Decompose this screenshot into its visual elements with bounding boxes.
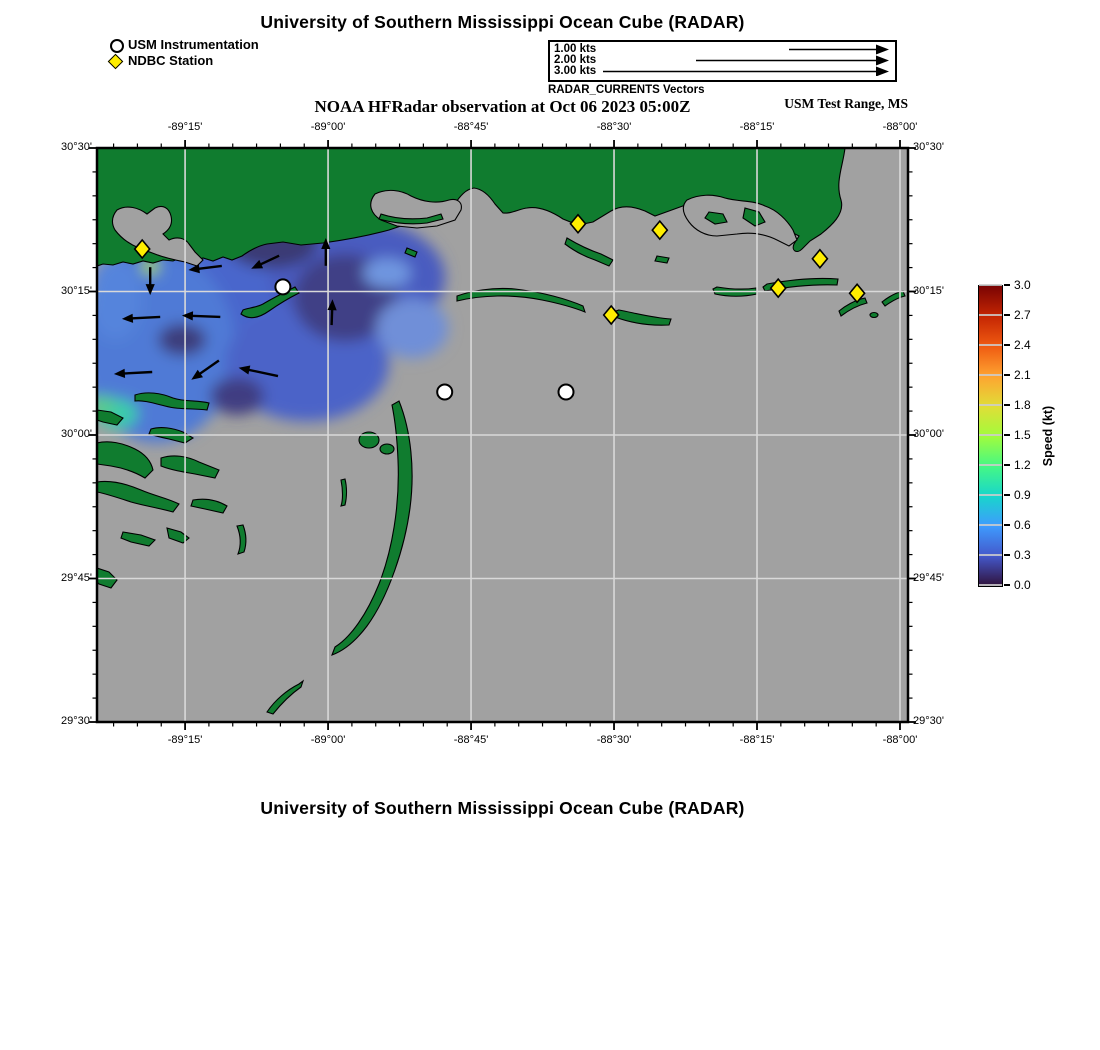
speed-field-blob bbox=[158, 324, 206, 356]
vector-key-arrows bbox=[550, 42, 891, 76]
island-east-bit bbox=[870, 313, 878, 318]
colorbar-tick-label: 1.8 bbox=[1014, 398, 1031, 412]
colorbar-tick bbox=[1004, 554, 1010, 556]
lat-tick-label-right: 29°45' bbox=[913, 571, 944, 584]
colorbar-gridline bbox=[979, 344, 1002, 346]
colorbar-gridline bbox=[979, 314, 1002, 316]
lat-tick-label-right: 29°30' bbox=[913, 715, 944, 727]
colorbar-gradient bbox=[978, 285, 1003, 587]
vector-scale-key bbox=[548, 40, 897, 82]
usm-instrument-marker bbox=[275, 279, 290, 294]
speed-field-blob bbox=[210, 377, 264, 415]
figure-title-bottom: University of Southern Mississippi Ocean Cube (RADAR) bbox=[260, 798, 745, 818]
lon-tick-label-top: -88°30' bbox=[596, 121, 632, 133]
colorbar-gridline bbox=[979, 404, 1002, 406]
colorbar-tick-label: 2.1 bbox=[1014, 368, 1031, 382]
map-canvas bbox=[87, 138, 928, 752]
colorbar-tick bbox=[1004, 314, 1010, 316]
usm-circle-icon bbox=[110, 39, 124, 53]
observation-subtitle: NOAA HFRadar observation at Oct 06 2023 05:00Z bbox=[314, 97, 691, 116]
lat-tick-label-left: 30°00' bbox=[61, 428, 92, 440]
colorbar-tick bbox=[1004, 374, 1010, 376]
colorbar-tick bbox=[1004, 284, 1010, 286]
lon-tick-label-bottom: -89°15' bbox=[167, 734, 203, 746]
colorbar-gridline bbox=[979, 494, 1002, 496]
vector-key-caption: RADAR_CURRENTS Vectors bbox=[548, 84, 705, 96]
colorbar-tick-label: 1.2 bbox=[1014, 458, 1031, 472]
colorbar-gridline bbox=[979, 524, 1002, 526]
lat-tick-label-left: 30°30' bbox=[61, 141, 92, 153]
colorbar-axis-label-text: Speed (kt) bbox=[1041, 405, 1055, 467]
colorbar-gridline bbox=[979, 374, 1002, 376]
lat-tick-label-right: 30°15' bbox=[913, 284, 944, 297]
colorbar-tick bbox=[1004, 584, 1010, 586]
colorbar-tick bbox=[1004, 344, 1010, 346]
colorbar-tick-label: 2.4 bbox=[1014, 338, 1031, 352]
lon-tick-label-top: -88°00' bbox=[882, 121, 918, 133]
lon-tick-label-top: -89°00' bbox=[310, 121, 346, 133]
figure-title-top: University of Southern Mississippi Ocean Cube (RADAR) bbox=[260, 12, 745, 32]
colorbar-tick-label: 0.3 bbox=[1014, 548, 1031, 562]
arc-islet bbox=[380, 444, 394, 454]
colorbar-tick bbox=[1004, 404, 1010, 406]
speed-field-blob bbox=[363, 258, 411, 288]
colorbar-gridline bbox=[979, 554, 1002, 556]
colorbar-tick bbox=[1004, 464, 1010, 466]
lon-tick-label-bottom: -88°30' bbox=[596, 734, 632, 746]
vector-key-label-1: 1.00 kts bbox=[554, 43, 597, 55]
lon-tick-label-top: -88°15' bbox=[739, 121, 775, 133]
colorbar-tick-label: 3.0 bbox=[1014, 278, 1031, 292]
lon-tick-label-bottom: -88°15' bbox=[739, 734, 775, 746]
lon-tick-label-top: -89°15' bbox=[167, 121, 203, 133]
colorbar-tick-label: 0.6 bbox=[1014, 518, 1031, 532]
vector-key-label-2: 2.00 kts bbox=[554, 54, 597, 66]
lon-tick-label-bottom: -88°00' bbox=[882, 734, 918, 746]
vector-key-label-3: 3.00 kts bbox=[554, 65, 597, 77]
key-arrowhead bbox=[876, 67, 889, 77]
colorbar-gridline bbox=[979, 284, 1002, 286]
colorbar-gridline bbox=[979, 434, 1002, 436]
colorbar-tick-label: 0.9 bbox=[1014, 488, 1031, 502]
usm-legend-label: USM Instrumentation bbox=[128, 37, 259, 52]
ndbc-legend-label: NDBC Station bbox=[128, 53, 214, 68]
lat-tick-label-left: 30°15' bbox=[61, 284, 92, 297]
lon-tick-label-bottom: -89°00' bbox=[310, 734, 346, 746]
usm-instrument-marker bbox=[437, 385, 452, 400]
lat-tick-label-left: 29°45' bbox=[61, 571, 92, 584]
lon-tick-label-bottom: -88°45' bbox=[453, 734, 489, 746]
colorbar-gridline bbox=[979, 464, 1002, 466]
usm-instrument-marker bbox=[559, 385, 574, 400]
lat-tick-label-right: 30°00' bbox=[913, 428, 944, 440]
colorbar-tick bbox=[1004, 434, 1010, 436]
lat-tick-label-right: 30°30' bbox=[913, 141, 944, 153]
lon-tick-label-top: -88°45' bbox=[453, 121, 489, 133]
colorbar-tick-label: 0.0 bbox=[1014, 578, 1031, 592]
colorbar-gridline bbox=[979, 584, 1002, 586]
key-arrowhead bbox=[876, 45, 889, 55]
colorbar-tick bbox=[1004, 524, 1010, 526]
lat-tick-label-left: 29°30' bbox=[61, 715, 92, 727]
ndbc-diamond-icon bbox=[108, 54, 124, 70]
colorbar-tick-label: 2.7 bbox=[1014, 308, 1031, 322]
colorbar-tick bbox=[1004, 494, 1010, 496]
test-range-label: USM Test Range, MS bbox=[784, 96, 908, 111]
colorbar-tick-label: 1.5 bbox=[1014, 428, 1031, 442]
key-arrowhead bbox=[876, 56, 889, 66]
speed-field-blob bbox=[376, 298, 448, 358]
